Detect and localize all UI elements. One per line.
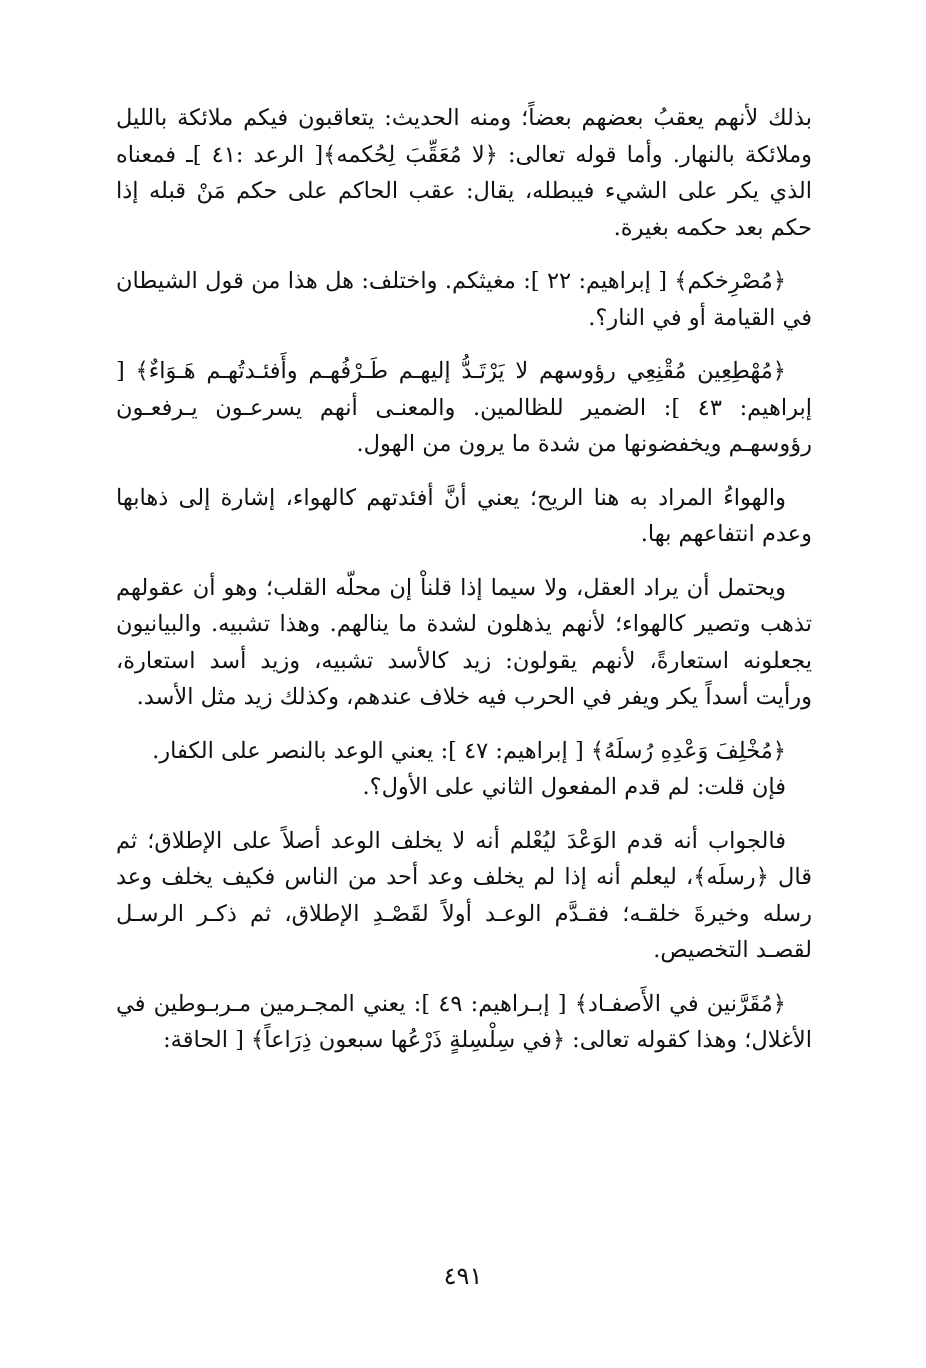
paragraph-3-text: ﴿مُهْطِعِين مُقْنِعِي رؤوسهم لا يَرْتَـدُّ إليهـم طَـرْفُهـم وأَفئـدتُهـم هَـوَاءٌ﴾ [ إبراهيم: ٤٣ ]: الضمير للظالمين. والمعنـى أنهم يسرعـون يـرفعـون رؤوسهـم ويخفضونها من شدة ما يرون من الهول. xyxy=(116,358,812,457)
paragraph-4-text: والهواءُ المراد به هنا الريح؛ يعني أنَّ أفئدتهم كالهواء، إشارة إلى ذهابها وعدم انتفاعهم بها. xyxy=(116,484,812,547)
paragraph-5-text: ويحتمل أن يراد العقل، ولا سيما إذا قلناْ إن محلّه القلب؛ وهو أن عقولهم تذهب وتصير كالهواء؛ لأنهم يذهلون لشدة ما ينالهم. وهذا تشبيه. والبيانيون يجعلونه استعارةً، لأنهم يقولون: زيد كالأسد تشبيه، وزيد أسد استعارة، ورأيت أسداً يكر ويفر في الحرب فيه خلاف عندهم، وكذلك زيد مثل الأسد. xyxy=(116,574,812,710)
paragraph-2-text: ﴿مُصْرِخكم﴾ [ إبراهيم: ٢٢ ]: مغيثكم. واختلف: هل هذا من قول الشيطان في القيامة أو في النار؟. xyxy=(116,268,812,331)
page-body xyxy=(116,100,812,1076)
paragraph-2 xyxy=(116,263,812,336)
paragraph-7-text: فالجواب أنه قدم الوَعْدَ ليُعْلم أنه لا يخلف الوعد أصلاً على الإطلاق؛ ثم قال ﴿رسلَه﴾، ليعلم أنه إذا لم يخلف وعد أحد من الناس فكيف يخلف وعد رسله وخيرةَ خلقـه؛ فقـدَّم الوعـد أولاً لقَصْـدِ الإطلاق، ثم ذكـر الرسـل لقصـد التخصيص. xyxy=(116,827,812,963)
paragraph-1-text: بذلك لأنهم يعقبُ بعضهم بعضاً؛ ومنه الحديث: يتعاقبون فيكم ملائكة بالليل وملائكة بالنهار. وأما قوله تعالى: ﴿لا مُعَقِّبَ لِحُكمه﴾[ الرعد :٤١ ]ـ فمعناه الذي يكر على الشيء فيبطله، يقال: عقب الحاكم على حكم مَنْ قبله إذا حكم بعد حكمه بغيرة. xyxy=(116,105,812,241)
page-number: ٤٩١ xyxy=(443,1262,483,1290)
paragraph-6-line-1: ﴿مُخْلِفَ وَعْدِهِ رُسلَهُ﴾ [ إبراهيم: ٤٧ ]: يعني الوعد بالنصر على الكفار. xyxy=(152,737,786,764)
paragraph-6-line-2: فإن قلت: لم قدم المفعول الثاني على الأول؟. xyxy=(362,774,786,800)
paragraph-6 xyxy=(116,733,812,806)
paragraph-8-text: ﴿مُقَرَّنين في الأَصفـاد﴾ [ إبـراهيم: ٤٩ ]: يعني المجـرمين مـربـوطين في الأغلال؛ وهذا كقوله تعالى: ﴿في سِلْسِلةٍ ذَرْعُها سبعون ذِرَاعاً﴾ [ الحاقة: xyxy=(116,990,812,1053)
paragraph-1 xyxy=(116,100,812,246)
paragraph-3 xyxy=(116,353,812,463)
paragraph-7 xyxy=(116,823,812,969)
paragraph-4 xyxy=(116,480,812,553)
paragraph-5 xyxy=(116,570,812,716)
paragraph-8 xyxy=(116,986,812,1059)
